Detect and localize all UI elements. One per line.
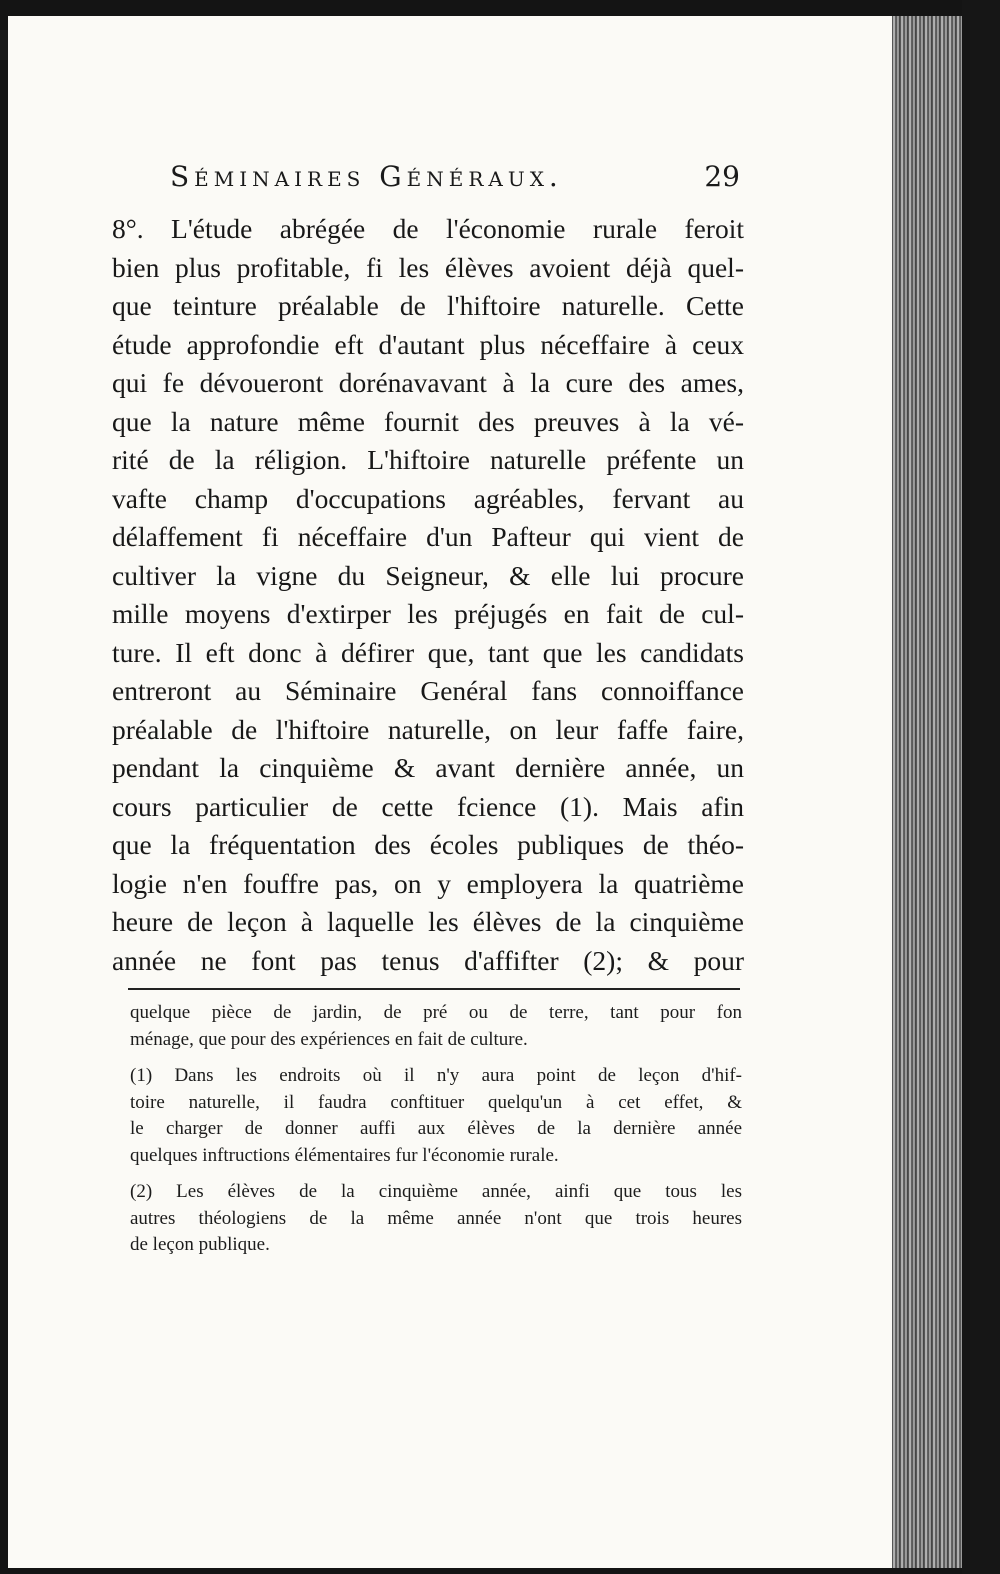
- footnote-line: le charger de donner auffi aux élèves de la dernière année: [130, 1118, 742, 1139]
- page-edges: [892, 16, 962, 1568]
- footnote-line: de leçon publique.: [130, 1234, 270, 1255]
- main-text: [112, 210, 744, 980]
- text-line: pendant la cinquième & avant dernière année, un: [112, 752, 744, 783]
- footnote-line: (2) Les élèves de la cinquième année, ainfi que tous les: [130, 1181, 742, 1202]
- text-line: que teinture préalable de l'hiftoire naturelle. Cette: [112, 290, 744, 321]
- text-line: entreront au Séminaire Genéral fans connoiffance: [112, 675, 744, 706]
- text-line: délaffement fi néceffaire d'un Pafteur qui vient de: [112, 521, 744, 552]
- scan-background: [962, 0, 1000, 1574]
- text-line: mille moyens d'extirper les préjugés en fait de cul-: [112, 598, 744, 629]
- text-line: année ne font pas tenus d'affifter (2); & pour: [112, 944, 744, 976]
- text-line: préalable de l'hiftoire naturelle, on leur faffe faire,: [112, 713, 744, 745]
- footnote-line: quelque pièce de jardin, de pré ou de terre, tant pour fon: [130, 1002, 742, 1023]
- text-line: ture. Il eft donc à défirer que, tant que les candidats: [112, 636, 744, 668]
- text-line: logie n'en fouffre pas, on y employera la quatrième: [112, 867, 744, 899]
- footnote-line: (1) Dans les endroits où il n'y aura point de leçon d'hif-: [130, 1065, 742, 1086]
- running-title: Séminaires Généraux.: [170, 160, 563, 193]
- text-line: heure de leçon à laquelle les élèves de la cinquième: [112, 906, 744, 937]
- text-line: vafte champ d'occupations agréables, fervant au: [112, 482, 744, 514]
- footnote-line: quelques inftructions élémentaires fur l'économie rurale.: [130, 1144, 559, 1166]
- footnote-2: [130, 1179, 742, 1259]
- text-line: bien plus profitable, fi les élèves avoient déjà quel-: [112, 251, 744, 283]
- footnote-line: toire naturelle, il faudra conftituer quelqu'un à cet effet, &: [130, 1091, 742, 1113]
- text-line: qui fe dévoueront dorénavavant à la cure des ames,: [112, 367, 744, 398]
- page-number: 29: [704, 160, 740, 193]
- footnote-1: [130, 1063, 742, 1169]
- page-header: [170, 160, 740, 202]
- text-line: cours particulier de cette fcience (1). Mais afin: [112, 790, 744, 822]
- text-line: rité de la réligion. L'hiftoire naturelle préfente un: [112, 444, 744, 475]
- text-line: cultiver la vigne du Seigneur, & elle lui procure: [112, 559, 744, 591]
- footnote-divider: [128, 988, 740, 990]
- footnote-line: ménage, que pour des expériences en fait de culture.: [130, 1028, 528, 1050]
- text-line: que la fréquentation des écoles publiques de théo-: [112, 829, 744, 860]
- footnote-continuation: [130, 1000, 742, 1053]
- text-line: étude approfondie eft d'autant plus néceffaire à ceux: [112, 328, 744, 360]
- footnotes: [130, 1000, 742, 1259]
- text-line: 8°. L'étude abrégée de l'économie rurale feroit: [112, 213, 744, 244]
- text-line: que la nature même fournit des preuves à la vé-: [112, 405, 744, 437]
- footnote-line: autres théologiens de la même année n'ont que trois heures: [130, 1207, 742, 1229]
